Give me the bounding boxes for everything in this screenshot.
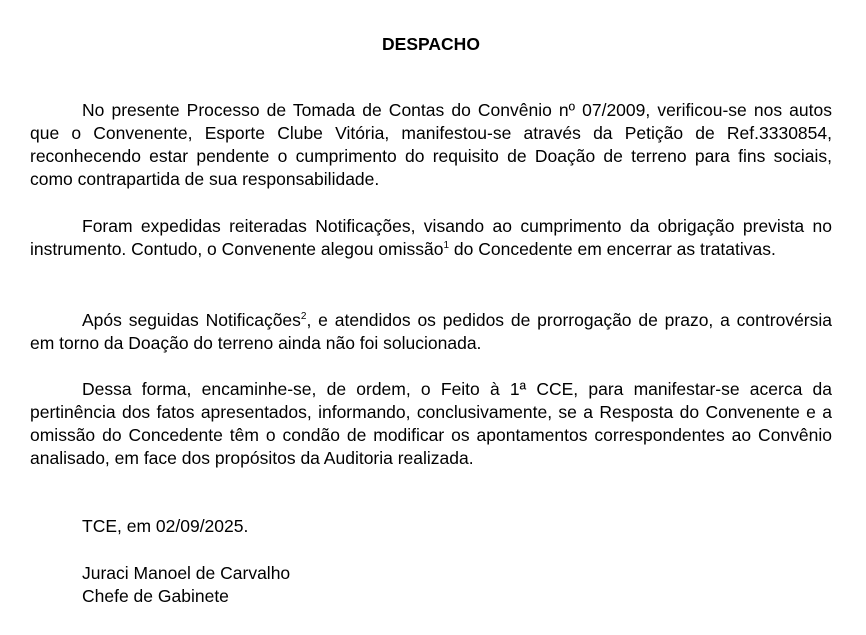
footnote-marker-1: 1 <box>443 240 450 252</box>
paragraph-1: No presente Processo de Tomada de Contas do Convênio nº 07/2009, verificou-se nos autos que o Convenente, Esporte Clube Vitória, manifestou-se através da Petição de Ref.3330854, reconhecendo estar pendente o cumprimento do requisito de Doação de terreno para fins sociais, como contrapartida de sua responsabilidade. <box>30 100 832 189</box>
footnote-marker-2: 2 <box>300 311 307 323</box>
paragraph-2-text-before: Foram expedidas reiteradas Notificações, visando ao cumprimento da obrigação prevista no instrumento. Contudo, o Convenente alegou omissão <box>30 216 832 259</box>
paragraph-2 <box>30 215 832 261</box>
paragraph-3 <box>30 309 832 355</box>
paragraph-3-text-after: , e atendidos os pedidos de prorrogação de prazo, a controvérsia em torno da Doação do terreno ainda não foi solucionada. <box>30 310 832 353</box>
paragraph-3-text-before: Após seguidas Notificações <box>82 310 301 330</box>
signatory-name: Juraci Manoel de Carvalho <box>82 563 291 583</box>
paragraph-2-text-after: do Concedente em encerrar as tratativas. <box>449 239 776 259</box>
document-title: DESPACHO <box>382 34 480 54</box>
place-date: TCE, em 02/09/2025. <box>82 516 249 536</box>
paragraph-4: Dessa forma, encaminhe-se, de ordem, o Feito à 1ª CCE, para manifestar-se acerca da pertinência dos fatos apresentados, informando, conclusivamente, se a Resposta do Convenente e a omissão do Concedente têm o condão de modificar os apontamentos correspondentes ao Convênio analisado, em face dos propósitos da Auditoria realizada. <box>30 379 832 468</box>
signatory-role: Chefe de Gabinete <box>82 586 229 606</box>
